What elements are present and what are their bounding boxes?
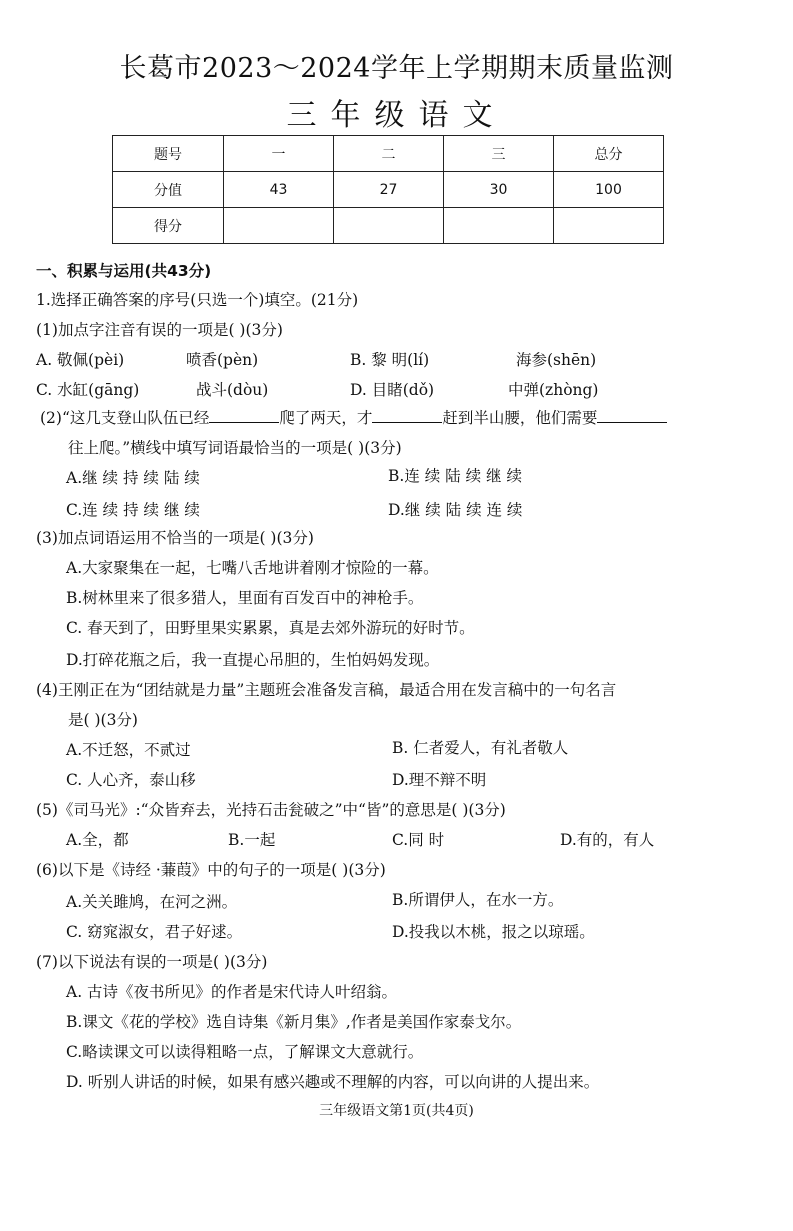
option[interactable]: C. 窈窕淑女，君子好逑。 (66, 923, 243, 941)
fill-blank[interactable] (372, 408, 442, 423)
option[interactable]: A.全，都 (66, 831, 129, 849)
table-cell: 总分 (554, 136, 664, 172)
table-cell: 43 (224, 172, 334, 208)
fill-blank[interactable] (597, 408, 667, 423)
option: 海参(shēn) (516, 351, 597, 369)
option[interactable]: B.一起 (228, 831, 276, 849)
option[interactable]: B.课文《花的学校》选自诗集《新月集》,作者是美国作家泰戈尔。 (66, 1013, 522, 1031)
option[interactable]: B. 仁者爱人，有礼者敬人 (392, 739, 569, 757)
option[interactable]: C. 人心齐，泰山移 (66, 771, 196, 789)
option[interactable]: D.投我以木桃，报之以琼瑶。 (392, 923, 595, 941)
option: 战斗(dòu) (196, 381, 269, 399)
option[interactable]: D.继 续 陆 续 连 续 (388, 501, 523, 519)
question-stem: (3)加点词语运用不恰当的一项是( )(3分) (36, 529, 314, 547)
option[interactable]: A.关关雎鸠，在河之洲。 (66, 893, 238, 911)
score-input-cell[interactable] (334, 208, 444, 244)
option[interactable]: D. 目睹(dǒ) (350, 381, 435, 399)
option[interactable]: D.有的，有人 (560, 831, 655, 849)
stem-part: 爬了两天，才 (279, 409, 373, 427)
table-row (113, 208, 664, 244)
option: 喷香(pèn) (186, 351, 259, 369)
option[interactable]: A. 敬佩(pèi) (36, 351, 125, 369)
option[interactable]: B. 黎 明(lí) (350, 351, 430, 369)
table-cell: 分值 (113, 172, 224, 208)
question-stem: (7)以下说法有误的一项是( )(3分) (36, 953, 268, 971)
option[interactable]: A. 古诗《夜书所见》的作者是宋代诗人叶绍翁。 (66, 983, 398, 1001)
page-footer: 三年级语文第1页(共4页) (319, 1103, 474, 1119)
question-stem: (1)加点字注音有误的一项是( )(3分) (36, 321, 283, 339)
table-row (113, 172, 664, 208)
option[interactable]: C.连 续 持 续 继 续 (66, 501, 200, 519)
score-input-cell[interactable] (224, 208, 334, 244)
exam-subtitle: 三年级语文 (286, 98, 507, 133)
stem-part: (2)“这几支登山队伍已经 (40, 409, 210, 427)
section-heading: 一、积累与运用(共43分) (36, 262, 212, 280)
option[interactable]: B.树林里来了很多猎人，里面有百发百中的神枪手。 (66, 589, 424, 607)
stem-part: 赶到半山腰，他们需要 (442, 409, 598, 427)
question-stem: 1.选择正确答案的序号(只选一个)填空。(21分) (36, 291, 359, 309)
option[interactable]: D.打碎花瓶之后，我一直提心吊胆的，生怕妈妈发现。 (66, 651, 440, 669)
table-cell: 二 (334, 136, 444, 172)
table-cell: 27 (334, 172, 444, 208)
option[interactable]: C. 水缸(gāng) (36, 381, 140, 399)
table-cell: 题号 (113, 136, 224, 172)
score-table (112, 135, 664, 244)
exam-title: 长葛市2023～2024学年上学期期末质量监测 (119, 53, 674, 84)
table-cell: 一 (224, 136, 334, 172)
score-input-cell[interactable] (444, 208, 554, 244)
question-stem (40, 406, 667, 428)
table-cell: 得分 (113, 208, 224, 244)
option[interactable]: A.大家聚集在一起，七嘴八舌地讲着刚才惊险的一幕。 (66, 559, 439, 577)
question-stem: (4)王刚正在为“团结就是力量”主题班会准备发言稿，最适合用在发言稿中的一句名言 (36, 681, 617, 699)
question-stem: (5)《司马光》:“众皆弃去，光持石击瓮破之”中“皆”的意思是( )(3分) (36, 801, 506, 819)
score-input-cell[interactable] (554, 208, 664, 244)
table-cell: 三 (444, 136, 554, 172)
option[interactable]: B.所谓伊人，在水一方。 (392, 891, 564, 909)
table-row (113, 136, 664, 172)
option[interactable]: A.继 续 持 续 陆 续 (66, 469, 200, 487)
question-stem: (6)以下是《诗经 ·蒹葭》中的句子的一项是( )(3分) (36, 861, 386, 879)
table-cell: 30 (444, 172, 554, 208)
option: 中弹(zhòng) (508, 381, 599, 399)
option[interactable]: B.连 续 陆 续 继 续 (388, 467, 522, 485)
table-cell: 100 (554, 172, 664, 208)
question-stem: 是( )(3分) (68, 711, 138, 729)
option[interactable]: C. 春天到了，田野里果实累累，真是去郊外游玩的好时节。 (66, 619, 475, 637)
option[interactable]: D. 听别人讲话的时候，如果有感兴趣或不理解的内容，可以向讲的人提出来。 (66, 1073, 600, 1091)
fill-blank[interactable] (209, 408, 279, 423)
option[interactable]: A.不迁怒，不贰过 (66, 741, 191, 759)
option[interactable]: D.理不辩不明 (392, 771, 487, 789)
option[interactable]: C.略读课文可以读得粗略一点，了解课文大意就行。 (66, 1043, 424, 1061)
question-stem: 往上爬。”横线中填写词语最恰当的一项是( )(3分) (68, 439, 402, 457)
option[interactable]: C.同 时 (392, 831, 445, 849)
